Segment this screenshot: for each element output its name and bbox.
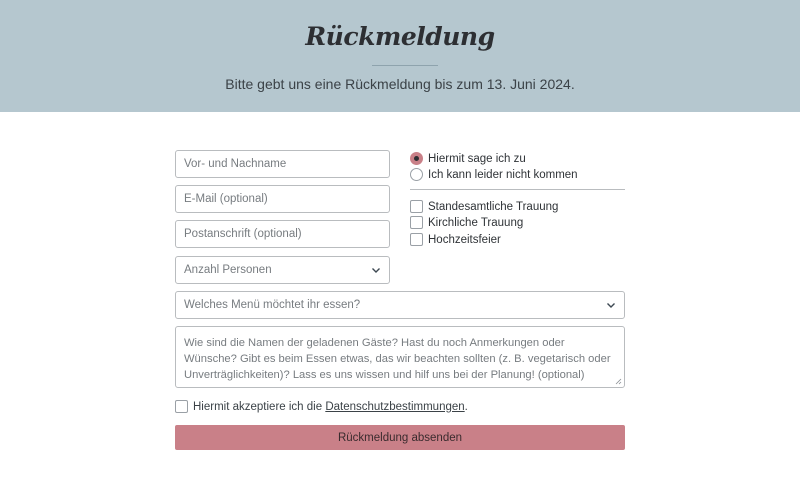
consent-suffix: . xyxy=(464,400,468,413)
submit-button[interactable]: Rückmeldung absenden xyxy=(175,425,625,450)
persons-select-value: Anzahl Personen xyxy=(184,264,272,276)
message-textarea[interactable] xyxy=(175,326,625,388)
checkbox-civil-ceremony[interactable] xyxy=(410,200,558,213)
options-divider xyxy=(410,189,625,190)
name-field[interactable] xyxy=(175,150,390,178)
checkbox-civil-ceremony-box[interactable] xyxy=(410,200,423,213)
checkbox-church-ceremony-label: Kirchliche Trauung xyxy=(428,216,524,229)
title-divider xyxy=(372,65,438,66)
privacy-consent[interactable] xyxy=(175,400,468,413)
page-title: Rückmeldung xyxy=(305,22,495,51)
checkbox-wedding-party[interactable] xyxy=(410,233,501,246)
checkbox-church-ceremony[interactable] xyxy=(410,216,523,229)
privacy-policy-link[interactable]: Datenschutzbestimmungen xyxy=(325,400,465,413)
resize-handle-icon[interactable] xyxy=(615,378,622,385)
message-placeholder: Wie sind die Namen der geladenen Gäste? Hast du noch Anmerkungen oder Wünsche? Gibt es beim Essen etwas, das wir beachten sollten (z. B. vegetarisch oder Unverträglichkeiten)? Lass es uns wissen und hilf uns bei der Planung! (optional) xyxy=(184,337,611,381)
menu-select-value: Welches Menü möchtet ihr essen? xyxy=(184,299,361,311)
radio-accept[interactable] xyxy=(410,152,526,165)
address-field[interactable] xyxy=(175,220,390,248)
menu-select[interactable] xyxy=(175,291,625,319)
privacy-consent-text xyxy=(193,401,468,413)
chevron-down-icon xyxy=(371,265,381,275)
name-input[interactable] xyxy=(184,151,381,177)
radio-decline-circle[interactable] xyxy=(410,168,423,181)
consent-prefix: Hiermit akzeptiere ich die xyxy=(193,400,326,413)
deadline-text: Bitte gebt uns eine Rückmeldung bis zum 13. Juni 2024. xyxy=(225,76,575,92)
email-field[interactable] xyxy=(175,185,390,213)
privacy-consent-checkbox[interactable] xyxy=(175,400,188,413)
checkbox-church-ceremony-box[interactable] xyxy=(410,216,423,229)
persons-select[interactable] xyxy=(175,256,390,284)
checkbox-wedding-party-label: Hochzeitsfeier xyxy=(428,233,501,246)
header-banner xyxy=(0,0,800,112)
checkbox-civil-ceremony-label: Standesamtliche Trauung xyxy=(428,200,559,213)
radio-decline[interactable] xyxy=(410,168,578,181)
radio-accept-circle[interactable] xyxy=(410,152,423,165)
radio-decline-label: Ich kann leider nicht kommen xyxy=(428,168,578,181)
email-input[interactable] xyxy=(184,186,381,212)
radio-accept-label: Hiermit sage ich zu xyxy=(428,152,526,165)
chevron-down-icon xyxy=(606,300,616,310)
address-input[interactable] xyxy=(184,221,381,247)
checkbox-wedding-party-box[interactable] xyxy=(410,233,423,246)
